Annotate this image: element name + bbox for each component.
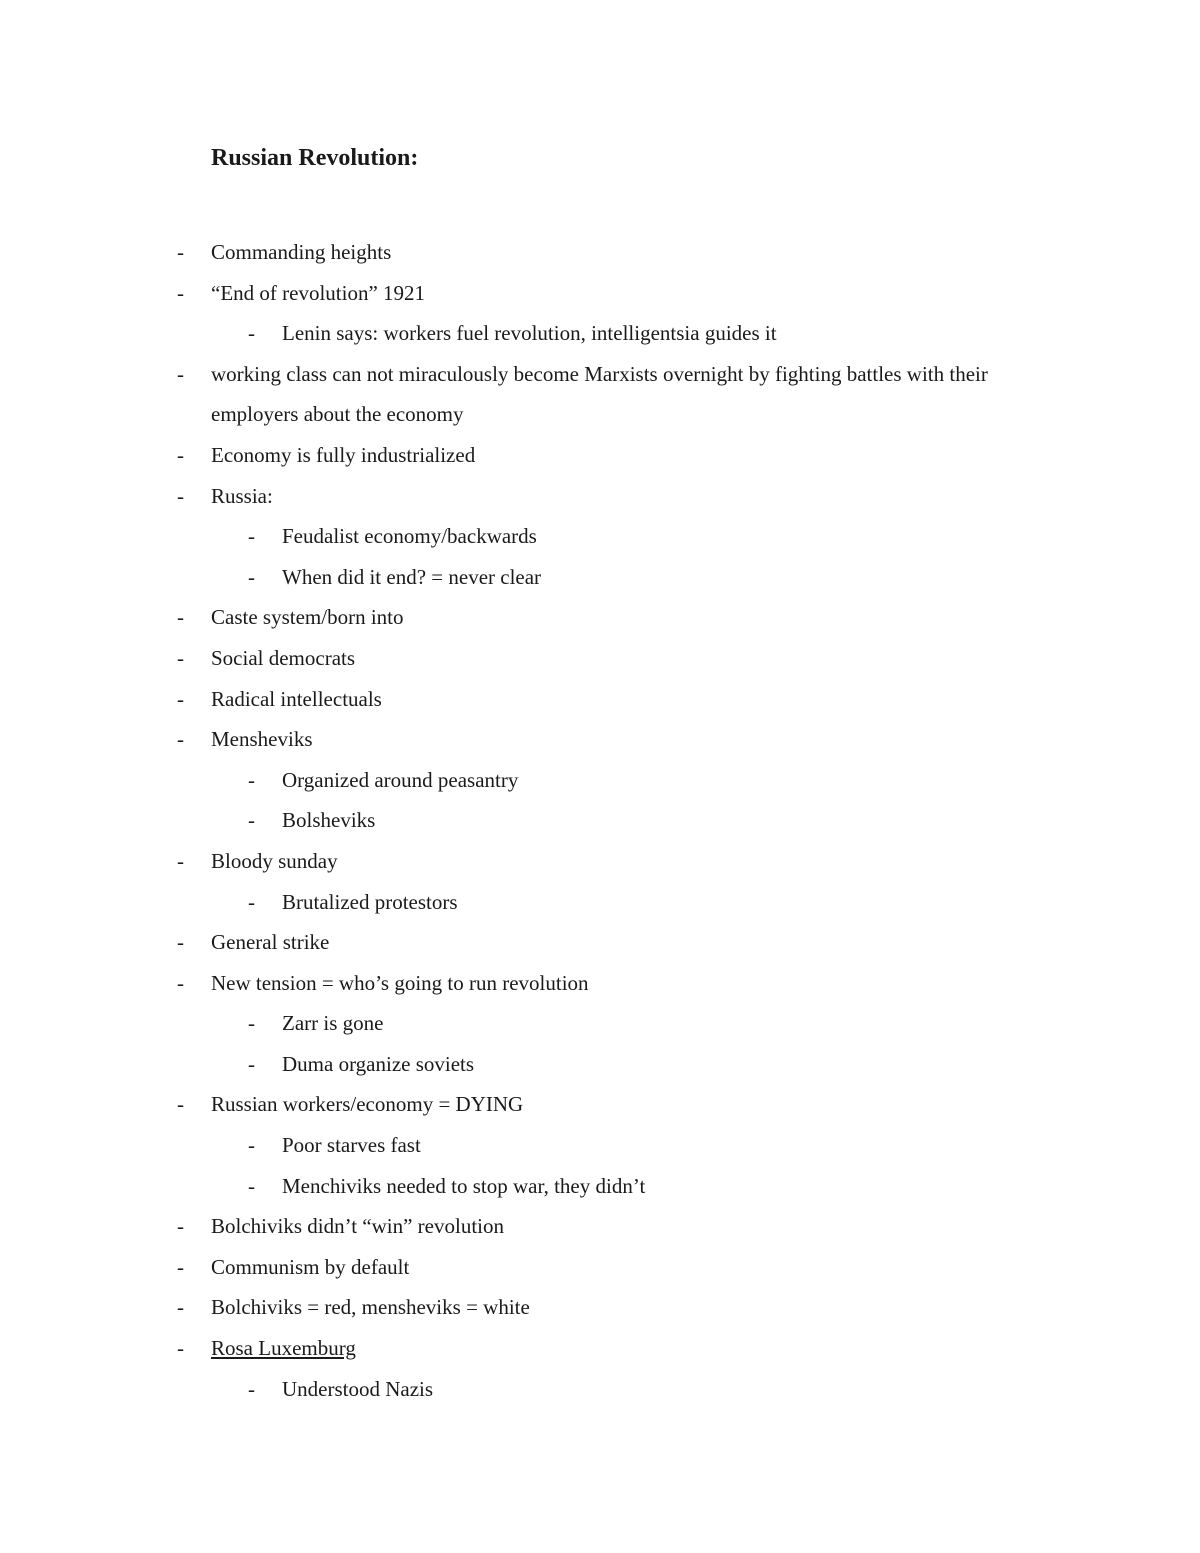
- list-item-text: Feudalist economy/backwards: [282, 524, 537, 549]
- bullet-dash: -: [177, 483, 184, 508]
- bullet-dash: -: [248, 1173, 255, 1198]
- list-item-text: Economy is fully industrialized: [211, 442, 476, 467]
- list-item-text: Bolchiviks = red, mensheviks = white: [211, 1295, 530, 1320]
- list-item-text: Bolsheviks: [282, 808, 376, 833]
- bullet-dash: -: [177, 442, 184, 467]
- list-item: [0, 841, 1200, 882]
- list-item-text: Communism by default: [211, 1254, 410, 1279]
- sub-list-item: [0, 760, 1200, 801]
- list-item: [0, 922, 1200, 963]
- list-item-text: Bloody sunday: [211, 848, 338, 873]
- bullet-dash: -: [177, 1336, 184, 1361]
- bullet-dash: -: [248, 1011, 255, 1036]
- notes-list: [0, 232, 1200, 1409]
- bullet-dash: -: [248, 564, 255, 589]
- sub-list-item: [0, 557, 1200, 598]
- sub-list-item: [0, 800, 1200, 841]
- bullet-dash: -: [248, 1376, 255, 1401]
- list-item: [0, 273, 1200, 314]
- bullet-dash: -: [248, 889, 255, 914]
- list-item: [0, 1287, 1200, 1328]
- list-item-text: General strike: [211, 930, 330, 955]
- sub-list-item: [0, 1166, 1200, 1207]
- list-item-text: Radical intellectuals: [211, 686, 382, 711]
- bullet-dash: -: [177, 280, 184, 305]
- list-item-text: Commanding heights: [211, 240, 392, 264]
- list-item: [0, 435, 1200, 476]
- list-item: [0, 638, 1200, 679]
- list-item-text: working class can not miraculously become Marxists overnight by fighting battles with their employers about the economy: [211, 361, 988, 427]
- sub-list-item: [0, 1044, 1200, 1085]
- bullet-dash: -: [177, 1092, 184, 1117]
- list-item-text: Mensheviks: [211, 727, 313, 752]
- bullet-dash: -: [177, 848, 184, 873]
- bullet-dash: -: [248, 808, 255, 833]
- list-item-text: Bolchiviks didn’t “win” revolution: [211, 1214, 504, 1239]
- list-item: [0, 1328, 1200, 1369]
- bullet-dash: -: [248, 524, 255, 549]
- page-title: Russian Revolution:: [211, 145, 419, 171]
- list-item: [0, 597, 1200, 638]
- list-item-text: Understood Nazis: [282, 1376, 434, 1401]
- bullet-dash: -: [177, 240, 184, 264]
- list-item-text: Caste system/born into: [211, 605, 404, 630]
- bullet-dash: -: [177, 1254, 184, 1279]
- list-item: [0, 354, 1200, 435]
- list-item-text: Rosa Luxemburg: [211, 1336, 356, 1361]
- list-item-text: New tension = who’s going to run revolution: [211, 970, 589, 995]
- sub-list-item: [0, 313, 1200, 354]
- list-item-text: Russian workers/economy = DYING: [211, 1092, 524, 1117]
- bullet-dash: -: [177, 605, 184, 630]
- list-item: [0, 232, 1200, 273]
- bullet-dash: -: [248, 767, 255, 792]
- list-item-text: Russia:: [211, 483, 273, 508]
- bullet-dash: -: [177, 930, 184, 955]
- sub-list-item: [0, 882, 1200, 923]
- bullet-dash: -: [177, 970, 184, 995]
- bullet-dash: -: [248, 321, 255, 346]
- bullet-dash: -: [177, 1295, 184, 1320]
- sub-list-item: [0, 1369, 1200, 1410]
- list-item: [0, 963, 1200, 1004]
- bullet-dash: -: [248, 1051, 255, 1076]
- list-item-text: Organized around peasantry: [282, 767, 519, 792]
- list-item: [0, 679, 1200, 720]
- bullet-dash: -: [177, 727, 184, 752]
- list-item-text: Social democrats: [211, 645, 356, 670]
- list-item: [0, 1247, 1200, 1288]
- list-item-text: Zarr is gone: [282, 1011, 384, 1036]
- list-item-text: Menchiviks needed to stop war, they didn’t: [282, 1173, 646, 1198]
- sub-list-item: [0, 1125, 1200, 1166]
- bullet-dash: -: [177, 645, 184, 670]
- list-item: [0, 1206, 1200, 1247]
- list-item: [0, 719, 1200, 760]
- bullet-dash: -: [248, 1133, 255, 1158]
- list-item-text: “End of revolution” 1921: [211, 280, 426, 305]
- list-item-text: Brutalized protestors: [282, 889, 458, 914]
- list-item-text: Poor starves fast: [282, 1133, 421, 1158]
- list-item-text: When did it end? = never clear: [282, 564, 542, 589]
- sub-list-item: [0, 1003, 1200, 1044]
- list-item: [0, 476, 1200, 517]
- bullet-dash: -: [177, 1214, 184, 1239]
- sub-list-item: [0, 516, 1200, 557]
- bullet-dash: -: [177, 361, 184, 386]
- bullet-dash: -: [177, 686, 184, 711]
- list-item-text: Duma organize soviets: [282, 1051, 475, 1076]
- list-item-text: Lenin says: workers fuel revolution, intelligentsia guides it: [282, 321, 777, 346]
- list-item: [0, 1084, 1200, 1125]
